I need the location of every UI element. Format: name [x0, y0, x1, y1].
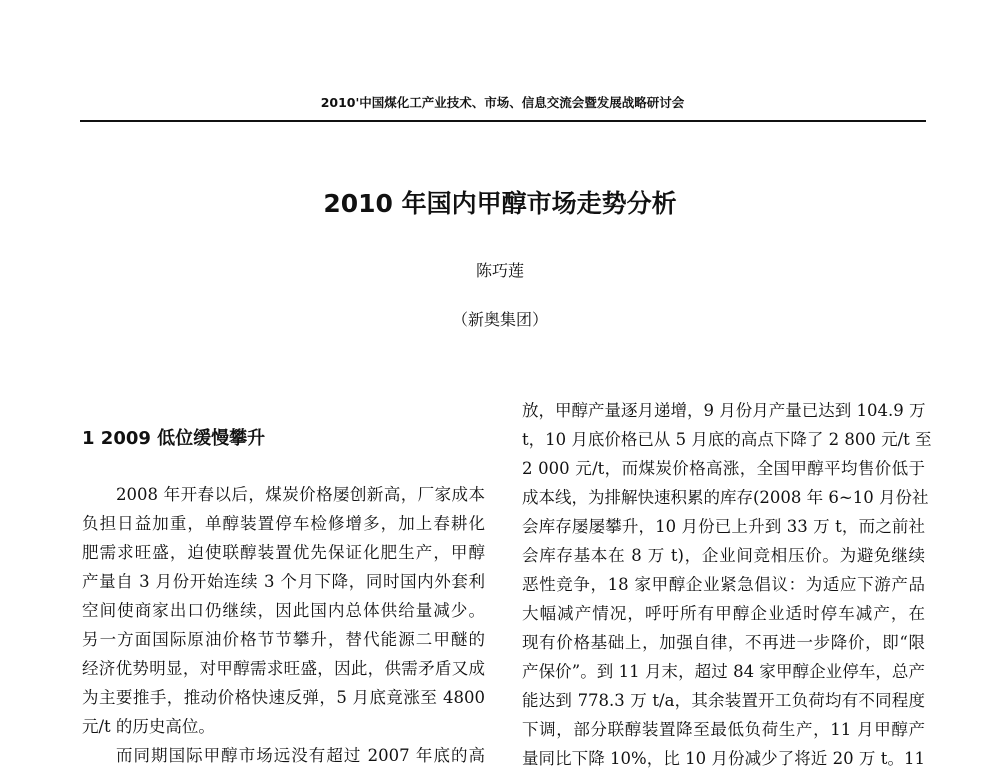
text-line: 会库存屡屡攀升，10 月份已上升到 33 万 t，而之前社 — [522, 517, 925, 536]
text-line: 2 000 元/t，而煤炭价格高涨，全国甲醇平均售价低于 — [522, 459, 925, 478]
left-column — [82, 480, 485, 770]
text-line: 会库存基本在 8 万 t)，企业间竞相压价。为避免继续 — [522, 546, 925, 565]
text-line: 量同比下降 10%，比 10 月份减少了将近 20 万 t。11 — [522, 749, 925, 768]
text-line: 空间使商家出口仍继续，因此国内总体供给量减少。 — [82, 601, 485, 620]
author: 陈巧莲 — [475, 261, 524, 280]
text-line: 经济优势明显，对甲醇需求旺盛，因此，供需矛盾又成 — [82, 659, 485, 678]
text-line: 恶性竞争，18 家甲醇企业紧急倡议：为适应下游产品 — [522, 575, 925, 594]
text-line: 肥需求旺盛，迫使联醇装置优先保证化肥生产，甲醇 — [82, 543, 485, 562]
text-line: 成本线，为排解快速积累的库存(2008 年 6~10 月份社 — [522, 488, 929, 507]
text-line: 下调，部分联醇装置降至最低负荷生产，11 月甲醇产 — [522, 720, 925, 739]
text-line: 另一方面国际原油价格节节攀升，替代能源二甲醚的 — [82, 630, 485, 649]
text-line: 元/t 的历史高位。 — [82, 717, 215, 736]
running-header: 2010'中国煤化工产业技术、市场、信息交流会暨发展战略研讨会 — [320, 95, 685, 110]
text-line: 2008 年开春以后，煤炭价格屡创新高，厂家成本 — [116, 485, 485, 504]
text-line: 现有价格基础上，加强自律，不再进一步降价，即“限 — [522, 633, 925, 652]
text-line: 负担日益加重，单醇装置停车检修增多，加上春耕化 — [82, 514, 485, 533]
text-line: 产保价”。到 11 月末，超过 84 家甲醇企业停车，总产 — [522, 662, 925, 681]
text-line: 产量自 3 月份开始连续 3 个月下降，同时国内外套利 — [82, 572, 485, 591]
text-line: 而同期国际甲醇市场远没有超过 2007 年底的高 — [116, 746, 485, 765]
text-line: 能达到 778.3 万 t/a，其余装置开工负荷均有不同程度 — [522, 691, 925, 710]
text-line: t，10 月底价格已从 5 月底的高点下降了 2 800 元/t 至 — [522, 430, 932, 449]
affiliation: （新奥集团） — [451, 310, 548, 329]
text-line: 放，甲醇产量逐月递增，9 月份月产量已达到 104.9 万 — [522, 401, 926, 420]
section-heading: 1 2009 低位缓慢攀升 — [82, 428, 266, 449]
text-line: 为主要推手，推动价格快速反弹，5 月底竟涨至 4800 — [82, 688, 485, 707]
paper-title: 2010 年国内甲醇市场走势分析 — [323, 189, 677, 218]
right-column — [522, 396, 932, 773]
header-rule — [80, 120, 926, 122]
text-line: 大幅减产情况，呼吁所有甲醇企业适时停车减产，在 — [522, 604, 925, 623]
